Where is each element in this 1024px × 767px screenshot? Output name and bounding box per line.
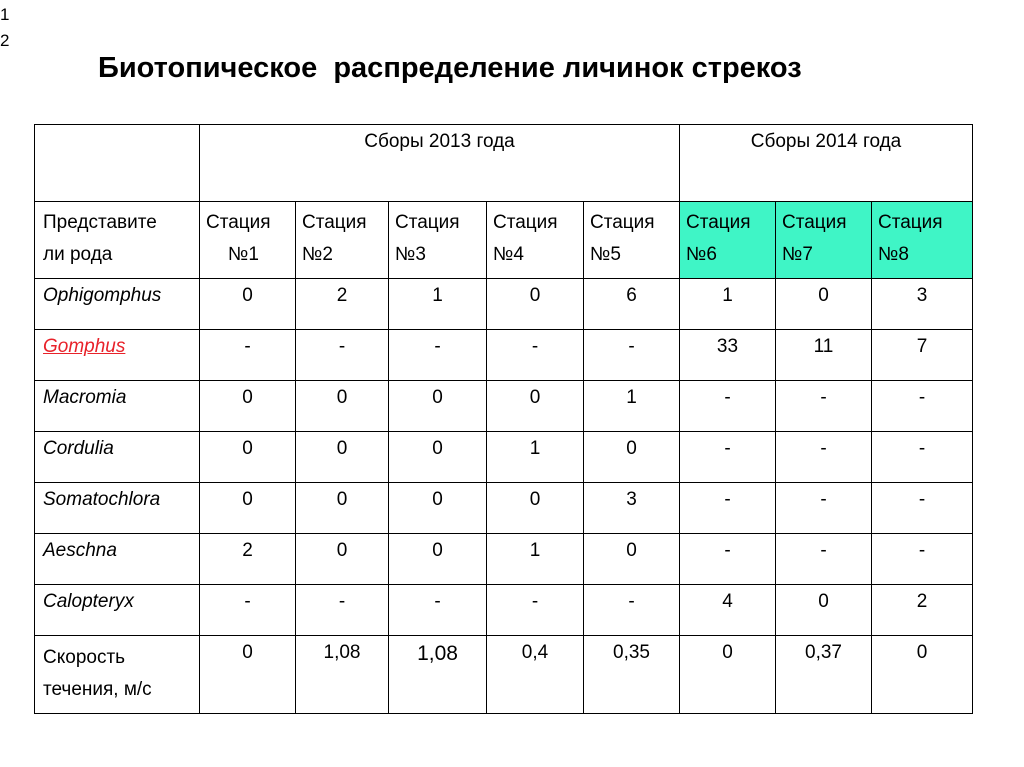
table-cell: 3 bbox=[872, 279, 973, 330]
table-row bbox=[35, 432, 973, 483]
table-cell: - bbox=[872, 381, 973, 432]
table-row bbox=[35, 483, 973, 534]
genus-name: Cordulia bbox=[35, 432, 200, 483]
table-cell: - bbox=[389, 585, 487, 636]
table-cell: 33 bbox=[680, 330, 776, 381]
table-cell: 0 bbox=[200, 381, 296, 432]
table-cell: 2 bbox=[872, 585, 973, 636]
table-cell: - bbox=[296, 330, 389, 381]
table-cell: 1 bbox=[389, 279, 487, 330]
empty-corner-cell bbox=[35, 125, 200, 202]
table-row bbox=[35, 534, 973, 585]
speed-label bbox=[35, 636, 200, 714]
table-cell: - bbox=[200, 330, 296, 381]
group-header-2014: Сборы 2014 года bbox=[680, 125, 973, 202]
table-cell: 0 bbox=[200, 483, 296, 534]
station-header-highlighted: Стация №6 bbox=[680, 202, 776, 279]
table-cell: - bbox=[296, 585, 389, 636]
table-cell: - bbox=[487, 330, 584, 381]
speed-cell: 0 bbox=[200, 636, 296, 714]
genus-name: Ophigomphus bbox=[35, 279, 200, 330]
table-cell: 0 bbox=[584, 432, 680, 483]
table-cell: 0 bbox=[296, 483, 389, 534]
table-cell: - bbox=[200, 585, 296, 636]
table-cell: - bbox=[389, 330, 487, 381]
station-header-highlighted: Стация №7 bbox=[776, 202, 872, 279]
table-cell: 0 bbox=[487, 483, 584, 534]
table-station-header-row bbox=[35, 202, 973, 279]
table-cell: - bbox=[584, 585, 680, 636]
table-row bbox=[35, 279, 973, 330]
table-cell: - bbox=[776, 381, 872, 432]
group-header-2013: Сборы 2013 года bbox=[200, 125, 680, 202]
table-cell: 1 bbox=[487, 534, 584, 585]
table-row bbox=[35, 585, 973, 636]
speed-label-line2: течения, м/с bbox=[43, 679, 152, 700]
table-cell: - bbox=[776, 534, 872, 585]
table-cell: 1 bbox=[487, 432, 584, 483]
table-cell: 1 bbox=[680, 279, 776, 330]
table-cell: 0 bbox=[487, 381, 584, 432]
station-header: Стация №1 bbox=[200, 202, 296, 279]
table-cell: 0 bbox=[776, 585, 872, 636]
table-cell: - bbox=[872, 483, 973, 534]
table-cell: 0 bbox=[296, 534, 389, 585]
genus-header-line2: ли рода bbox=[43, 244, 113, 265]
speed-row bbox=[35, 636, 973, 714]
table-row bbox=[35, 381, 973, 432]
speed-cell: 1,08 bbox=[296, 636, 389, 714]
table-cell: 11 bbox=[776, 330, 872, 381]
station-header: Стация №4 bbox=[487, 202, 584, 279]
station-header-highlighted: Стация №8 bbox=[872, 202, 973, 279]
table-cell: 0 bbox=[389, 483, 487, 534]
table-cell: 0 bbox=[296, 381, 389, 432]
genus-cell bbox=[35, 330, 200, 381]
table-cell: - bbox=[680, 381, 776, 432]
table-group-header-row bbox=[35, 125, 973, 202]
genus-name: Calopteryx bbox=[35, 585, 200, 636]
speed-cell: 0,37 bbox=[776, 636, 872, 714]
table-cell: - bbox=[680, 432, 776, 483]
table-cell: 6 bbox=[584, 279, 680, 330]
table-cell: - bbox=[680, 534, 776, 585]
speed-cell: 0,4 bbox=[487, 636, 584, 714]
table-cell: - bbox=[584, 330, 680, 381]
table-cell: - bbox=[776, 432, 872, 483]
station-header: Стация №2 bbox=[296, 202, 389, 279]
speed-label-line1: Скорость bbox=[43, 647, 126, 668]
speed-cell: 0 bbox=[680, 636, 776, 714]
table-cell: 0 bbox=[776, 279, 872, 330]
speed-cell: 1,08 bbox=[389, 636, 487, 714]
table-cell: 7 bbox=[872, 330, 973, 381]
table-cell: 2 bbox=[296, 279, 389, 330]
table-cell: 0 bbox=[389, 534, 487, 585]
table-cell: - bbox=[872, 534, 973, 585]
table-cell: - bbox=[776, 483, 872, 534]
table-cell: 0 bbox=[200, 432, 296, 483]
table-cell: 0 bbox=[487, 279, 584, 330]
speed-cell: 0,35 bbox=[584, 636, 680, 714]
table-cell: 2 bbox=[200, 534, 296, 585]
station-header: Стация №3 bbox=[389, 202, 487, 279]
speed-cell: 0 bbox=[872, 636, 973, 714]
table-cell: 3 bbox=[584, 483, 680, 534]
table-cell: 0 bbox=[296, 432, 389, 483]
table-cell: 0 bbox=[200, 279, 296, 330]
station-header: Стация №5 bbox=[584, 202, 680, 279]
table-cell: - bbox=[487, 585, 584, 636]
table-cell: - bbox=[680, 483, 776, 534]
genus-name: Somatochlora bbox=[35, 483, 200, 534]
table-cell: 0 bbox=[584, 534, 680, 585]
page-title: Биотопическое распределение личинок стрекоз bbox=[98, 52, 802, 84]
distribution-table bbox=[34, 124, 973, 714]
page-number: 12 bbox=[0, 5, 10, 50]
genus-name: Macromia bbox=[35, 381, 200, 432]
genus-header-line1: Представите bbox=[43, 212, 157, 233]
table-cell: 0 bbox=[389, 432, 487, 483]
table-cell: - bbox=[872, 432, 973, 483]
table-row bbox=[35, 330, 973, 381]
genus-column-header bbox=[35, 202, 200, 279]
table-cell: 0 bbox=[389, 381, 487, 432]
table-cell: 4 bbox=[680, 585, 776, 636]
genus-link-gomphus[interactable]: Gomphus bbox=[43, 336, 126, 357]
genus-name: Aeschna bbox=[35, 534, 200, 585]
table-cell: 1 bbox=[584, 381, 680, 432]
